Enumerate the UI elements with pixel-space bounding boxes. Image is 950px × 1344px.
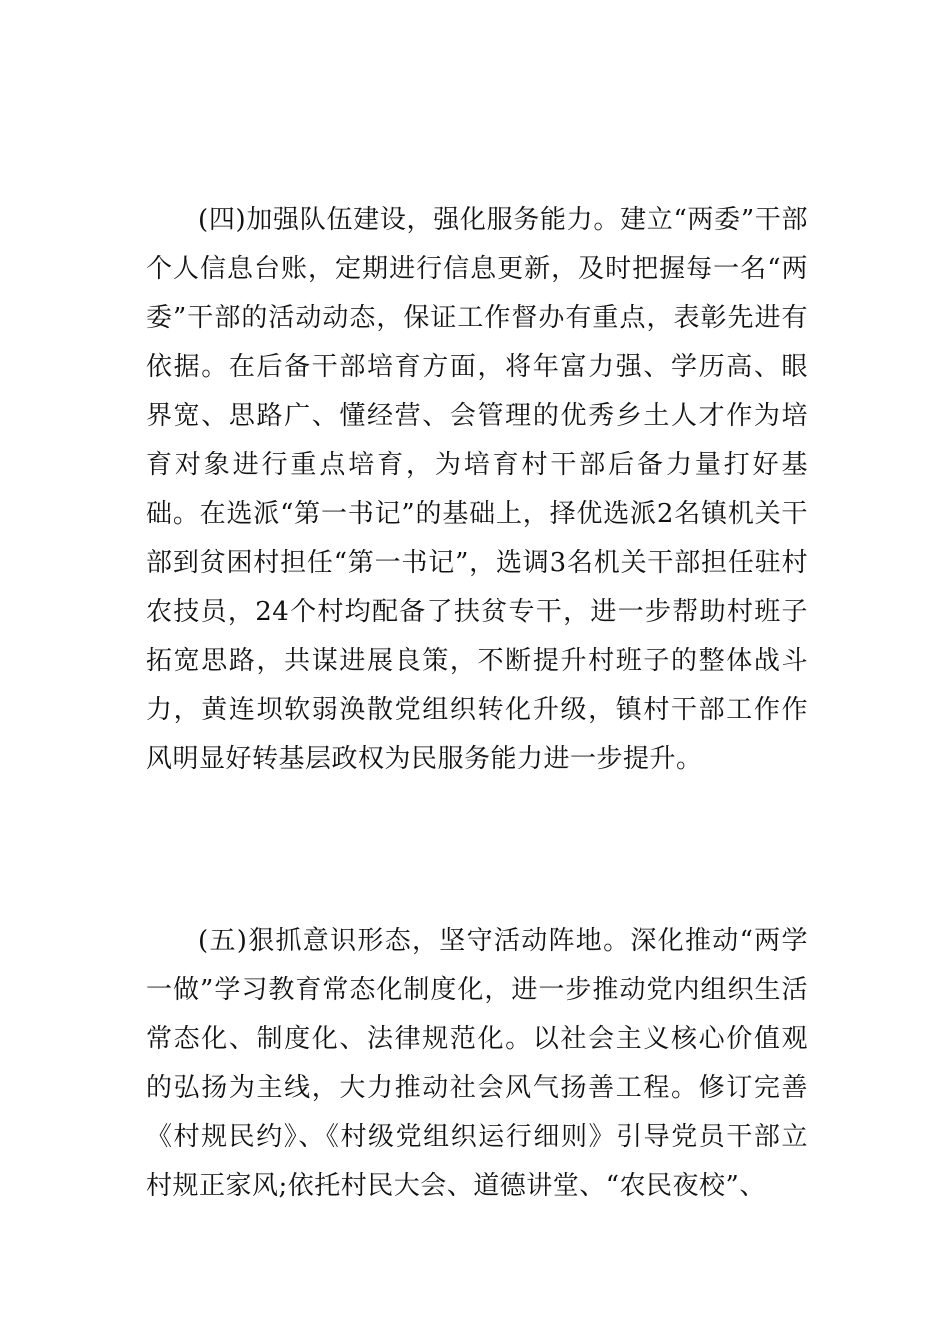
- paragraph-section-five: (五)狠抓意识形态，坚守活动阵地。深化推动“两学一做”学习教育常态化制度化，进一步推动党内组织生活常态化、制度化、法律规范化。以社会主义核心价值观的弘扬为主线，大力推动社会风气扬善工程。修订完善《村规民约》、《村级党组织运行细则》引导党员干部立村规正家风;依托村民大会、道德讲堂、“农民夜校”、: [146, 926, 808, 1201]
- paragraph-section-four: (四)加强队伍建设，强化服务能力。建立“两委”干部个人信息台账，定期进行信息更新，及时把握每一名“两委”干部的活动动态，保证工作督办有重点，表彰先进有依据。在后备干部培育方面，将年富力强、学历高、眼界宽、思路广、懂经营、会管理的优秀乡土人才作为培育对象进行重点培育，为培育村干部后备力量打好基础。在选派“第一书记”的基础上，择优选派2名镇机关干部到贫困村担任“第一书记”，选调3名机关干部担任驻村农技员，24个村均配备了扶贫专干，进一步帮助村班子拓宽思路，共谋进展良策，不断提升村班子的整体战斗力，黄连坝软弱涣散党组织转化升级，镇村干部工作作风明显好转基层政权为民服务能力进一步提升。: [146, 205, 808, 774]
